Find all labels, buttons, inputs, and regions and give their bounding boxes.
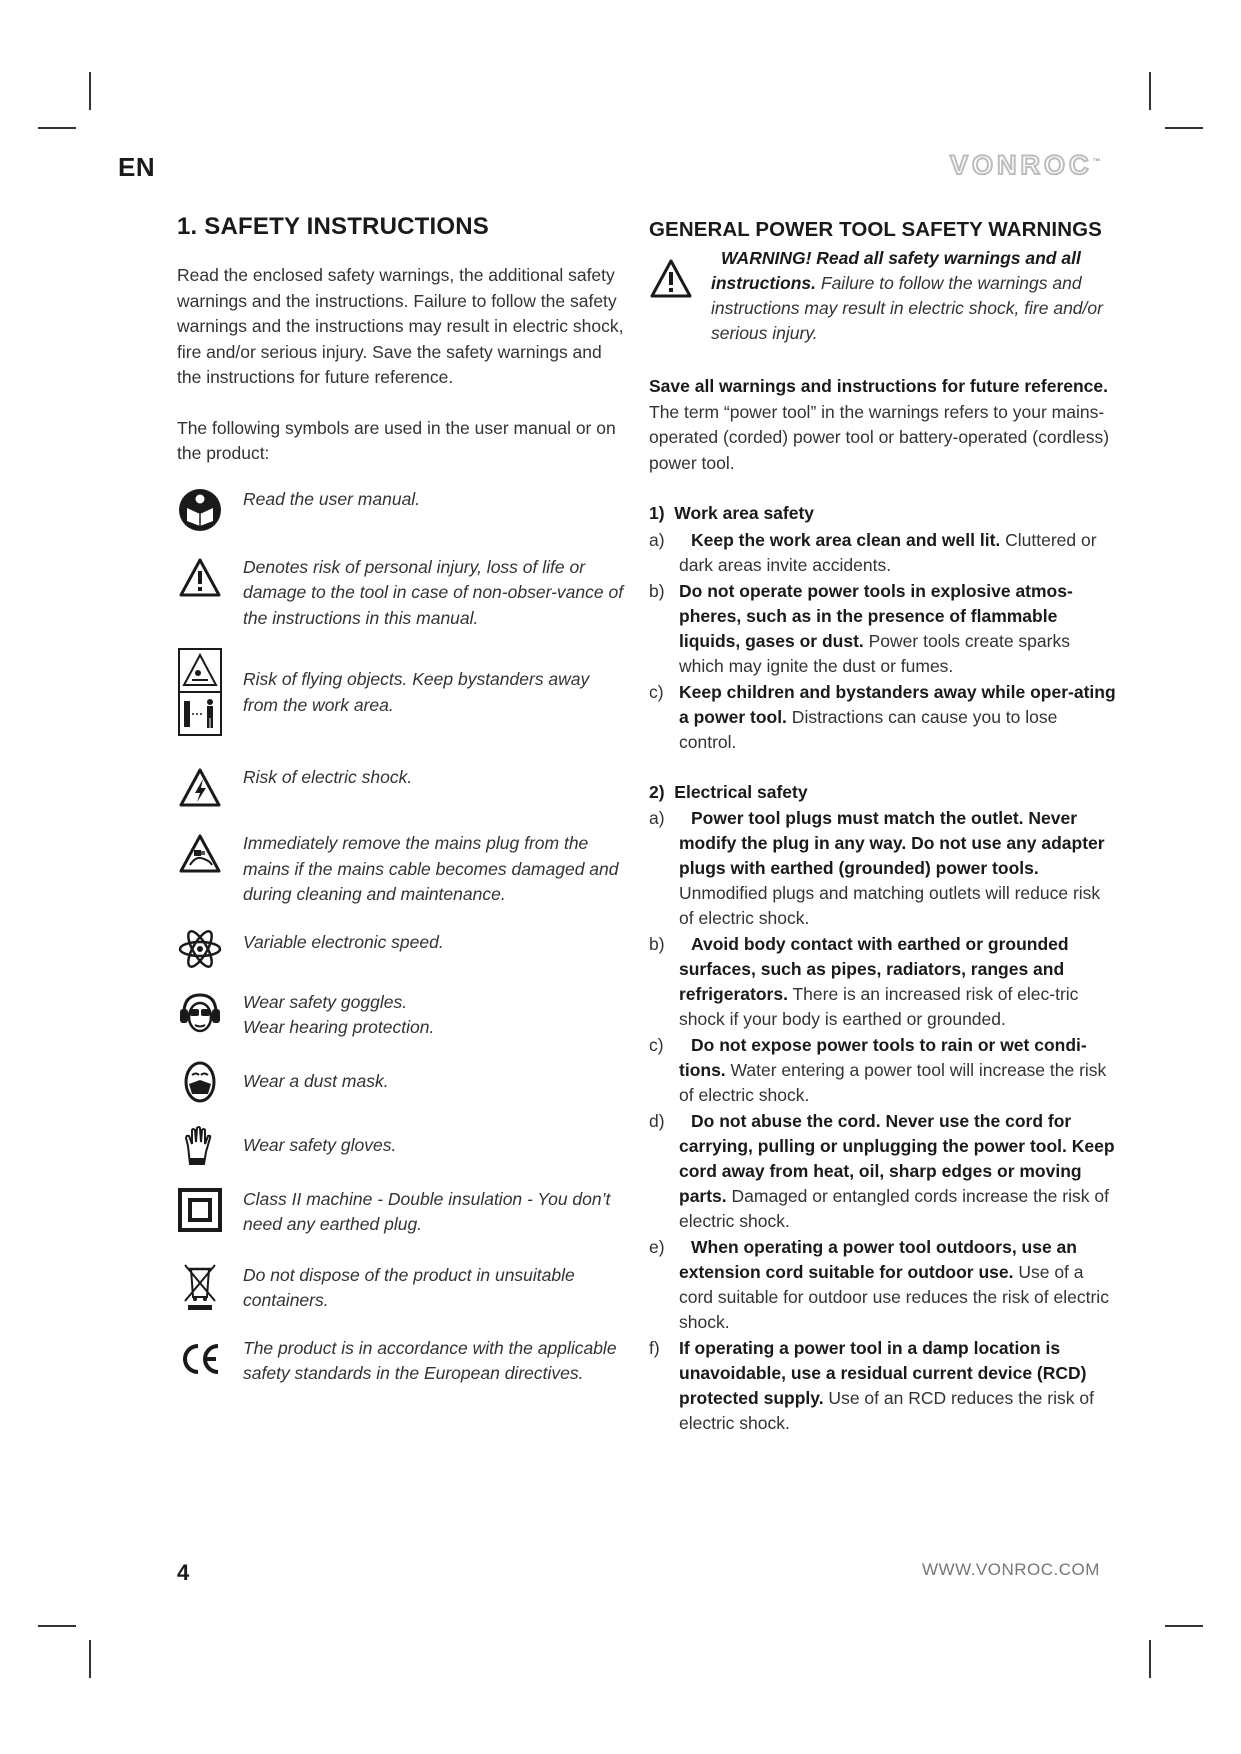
crop-mark <box>38 1625 76 1627</box>
crop-mark <box>89 72 91 110</box>
item-text <box>679 806 1119 931</box>
list-item <box>649 932 1119 1032</box>
symbol-row <box>177 1263 627 1314</box>
item-bold: Do not abuse the cord. Never use the cord for carrying, pulling or unplugging the power tool. Keep cord away from heat, oil, sharp edges or moving parts. <box>679 1111 1115 1206</box>
symbol-row <box>177 831 627 908</box>
crop-mark <box>38 127 76 129</box>
item-text <box>679 1336 1119 1436</box>
right-column <box>649 218 1119 1436</box>
item-bold: If operating a power tool in a damp location is unavoidable, use a residual current device (RCD) protected supply. <box>679 1338 1087 1408</box>
symbol-text: Immediately remove the mains plug from the mains if the mains cable becomes damaged and during cleaning and maintenance. <box>243 833 619 904</box>
item-rest: Distractions can cause you to lose control. <box>679 706 1058 752</box>
symbol-text: Do not dispose of the product in unsuitable containers. <box>243 1264 575 1310</box>
item-rest: Water entering a power tool will increase the risk of electric shock. <box>679 1060 1107 1105</box>
item-rest: Unmodified plugs and matching outlets will reduce risk of electric shock. <box>679 883 1101 928</box>
item-text <box>679 1109 1119 1234</box>
list-item <box>649 1235 1119 1335</box>
subsection-title: 1) Work area safety <box>649 503 815 523</box>
item-rest: Power tools create sparks which may ignite the dust or fumes. <box>679 630 1070 676</box>
item-rest: There is an increased risk of elec-tric shock if your body is earthed or grounded. <box>679 984 1079 1029</box>
symbol-row <box>177 487 627 533</box>
item-label: b) <box>649 580 665 601</box>
item-bold: Do not expose power tools to rain or wet condi-tions. <box>679 1035 1087 1080</box>
variable-speed-icon <box>177 926 223 972</box>
item-bold: When operating a power tool outdoors, use an extension cord suitable for outdoor use. <box>679 1237 1077 1282</box>
item-bold: Power tool plugs must match the outlet. Never modify the plug in any way. Do not use any adapter plugs with earthed (grounded) power tools. <box>679 808 1105 878</box>
brand-logo: VONROC™ <box>950 150 1105 180</box>
symbol-text: The product is in accordance with the applicable safety standards in the European directives. <box>243 1337 617 1383</box>
subsection-title: 2) Electrical safety <box>649 781 808 802</box>
item-text <box>679 932 1119 1032</box>
list-item <box>649 806 1119 931</box>
crop-mark <box>1165 1625 1203 1627</box>
page-number: 4 <box>177 1560 190 1585</box>
warning-triangle-icon <box>177 555 223 601</box>
list-item <box>649 579 1119 679</box>
term-paragraph: The term “power tool” in the warnings refers to your mains-operated (corded) power tool or battery-operated (cordless) power tool. <box>649 401 1110 473</box>
symbols-intro: The following symbols are used in the user manual or on the product: <box>177 417 616 463</box>
list-item <box>649 1109 1119 1234</box>
symbol-row <box>177 667 627 737</box>
item-text <box>679 528 1119 578</box>
item-bold: Avoid body contact with earthed or grounded surfaces, such as pipes, radiators, ranges and refrigerators. <box>679 934 1069 1004</box>
symbol-text: Class II machine - Double insulation - You don’t need any earthed plug. <box>243 1188 611 1234</box>
symbol-text: Read the user manual. <box>243 488 421 509</box>
crop-mark <box>1149 72 1151 110</box>
warning-bold: WARNING! Read all safety warnings and all instructions. <box>711 248 1081 293</box>
warning-text <box>711 246 1119 346</box>
list-item <box>649 1033 1119 1108</box>
warning-rest: Failure to follow the warnings and instructions may result in electric shock, fire and/or serious injury. <box>711 273 1103 343</box>
symbol-text: Denotes risk of personal injury, loss of life or damage to the tool in case of non-obser-vance of the instructions in this manual. <box>243 556 624 628</box>
symbol-text: Wear safety goggles. Wear hearing protection. <box>243 991 435 1037</box>
item-text <box>679 1235 1119 1335</box>
symbol-text: Wear safety gloves. <box>243 1134 397 1155</box>
symbol-row <box>177 926 627 972</box>
item-bold: Do not operate power tools in explosive atmos-pheres, such as in the presence of flammable liquids, gases or dust. <box>679 580 1073 651</box>
flying-objects-icon <box>177 647 223 737</box>
section-title: 1. SAFETY INSTRUCTIONS <box>177 213 489 240</box>
list-item <box>649 528 1119 578</box>
item-label: e) <box>649 1237 665 1257</box>
item-text <box>679 1033 1119 1108</box>
warning-triangle-icon <box>649 258 695 346</box>
symbol-text: Wear a dust mask. <box>243 1070 389 1091</box>
weee-bin-icon <box>177 1263 223 1309</box>
item-label: a) <box>649 529 665 550</box>
save-warnings-title: Save all warnings and instructions for future reference. <box>649 376 1109 396</box>
list-item <box>649 680 1119 755</box>
symbol-row <box>177 990 627 1041</box>
item-text <box>679 579 1119 679</box>
remove-plug-icon <box>177 831 223 877</box>
item-label: d) <box>649 1111 665 1131</box>
item-label: a) <box>649 808 665 828</box>
symbol-row <box>177 765 627 811</box>
symbol-text: Risk of electric shock. <box>243 767 413 787</box>
item-rest: Use of a cord suitable for outdoor use reduces the risk of electric shock. <box>679 1262 1109 1332</box>
symbol-row <box>177 555 627 632</box>
symbol-row <box>177 1059 627 1105</box>
read-manual-icon <box>177 487 223 533</box>
item-label: b) <box>649 934 665 954</box>
ce-mark-icon <box>177 1336 223 1382</box>
goggles-ear-protection-icon <box>177 990 223 1036</box>
item-rest: Use of an RCD reduces the risk of electric shock. <box>679 1388 1094 1433</box>
item-label: c) <box>649 1035 664 1055</box>
item-bold: Keep children and bystanders away while oper-ating a power tool. <box>679 681 1116 727</box>
list-item <box>649 1336 1119 1436</box>
crop-mark <box>89 1640 91 1678</box>
symbol-row <box>177 1187 627 1238</box>
website-url: WWW.VONROC.COM <box>922 1560 1100 1579</box>
dust-mask-icon <box>177 1059 223 1105</box>
left-column <box>177 213 627 1409</box>
crop-mark <box>1165 127 1203 129</box>
item-rest: Damaged or entangled cords increase the risk of electric shock. <box>679 1186 1109 1231</box>
class-ii-icon <box>177 1187 223 1233</box>
item-label: f) <box>649 1338 660 1358</box>
item-text <box>679 680 1119 755</box>
symbol-row <box>177 1123 627 1169</box>
section-title: GENERAL POWER TOOL SAFETY WARNINGS <box>649 218 1102 241</box>
electric-shock-icon <box>177 765 223 811</box>
safety-gloves-icon <box>177 1123 223 1169</box>
item-rest: Cluttered or dark areas invite accidents. <box>679 529 1097 575</box>
symbol-row <box>177 1336 627 1387</box>
symbol-text: Variable electronic speed. <box>243 931 444 952</box>
symbol-text: Risk of flying objects. Keep bystanders away from the work area. <box>243 669 590 715</box>
warning-block <box>649 246 1119 346</box>
language-code: EN <box>118 152 156 182</box>
crop-mark <box>1149 1640 1151 1678</box>
item-label: c) <box>649 681 664 702</box>
item-bold: Keep the work area clean and well lit. <box>691 529 1001 550</box>
intro-paragraph: Read the enclosed safety warnings, the additional safety warnings and the instructions. Failure to follow the safety warnings and the instructions may result in electric shock, fire and/or serious injury. Save the safety warnings and the instructions for future reference. <box>177 265 624 387</box>
